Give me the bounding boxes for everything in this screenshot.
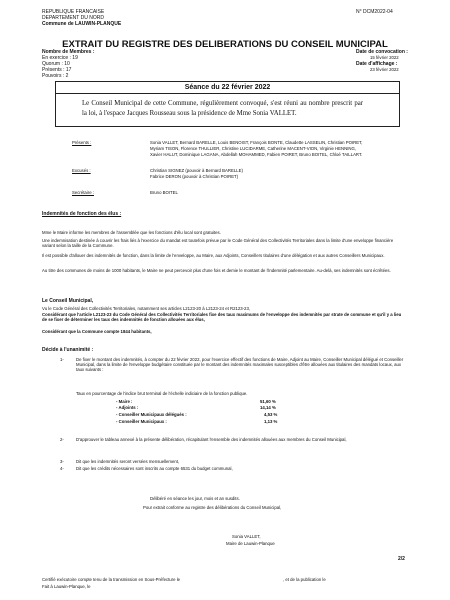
decision-3-number: 3- <box>60 459 64 464</box>
footer-certification: Certifié exécutoire compte tenu de la transmission en Sous-Préfecture le <box>42 577 181 582</box>
decision-4-text: Dit que les crédits nécessaires sont inscrits au compte 6531 du budget communal, <box>76 466 233 471</box>
decision-1-text: De fixer le montant des indemnités, à compter du 22 février 2022, pour l'exercice effectif des fonctions de Maire, Adjoint au Maire, Conseiller Municipal délégué et Conseiller Municipal, dans la limite de l'enveloppe budgétaire constituée par le montant des indemnités maximales susceptibles d'être allouées aux titulaires des mandats locaux, aux taux suivants : <box>76 357 404 372</box>
footer-place: Fait à Lauwin-Planque, le <box>42 584 91 589</box>
secretaire-name: Bruno BOITEL <box>150 190 178 195</box>
intro-paragraph-3: Il est possible d'allouer des indemnités de fonction, dans la limite de l'enveloppe, au Maire, aux Adjoints, Conseillers titulaires d'une délégation et aux autres Conseillers Municipaux. <box>42 253 385 258</box>
header-commune: Commune de LAUWIN-PLANQUE <box>42 21 122 27</box>
seance-heading: Séance du 22 février 2022 <box>56 82 399 94</box>
rate-maire-label: - Maire : <box>116 399 133 404</box>
rates-intro: Taux en pourcentage de l'indice brut terminal de l'échelle indiciaire de la fonction publique. <box>76 391 248 396</box>
members-exercice: En exercice : 19 <box>42 55 78 61</box>
considerant-1: Vu le Code Général des Collectivités Territoriales, notamment ses articles L2123-20 à L2123-24 et R2123-23, <box>42 306 251 311</box>
header-department: DEPARTEMENT DU NORD <box>42 15 104 21</box>
seance-text: Le Conseil Municipal de cette Commune, régulièrement convoqué, s'est réuni au nombre prescrit par la loi, à l'espace Jacques Rousseau sous la présidence de Mme Sonia VALLET. <box>82 100 363 117</box>
presents-label: Présents : <box>72 140 92 145</box>
signature-name: Sonia VALLET, <box>232 534 261 539</box>
rate-conseillers-label: - Conseiller Municipaux : <box>116 419 167 424</box>
excuses-line-2: Fabrice DERON (pouvoir à Christian POIRET) <box>150 174 239 179</box>
intro-paragraph-4: Au titre des communes de moins de 1000 habitants, le Maire ne peut percevoir plus d'une fois et demie le montant de l'indemnité parlementaire. Au-delà, ses indemnités sont écrêtées. <box>42 268 391 273</box>
council-label: Le Conseil Municipal, <box>42 298 94 304</box>
members-quorum: Quorum : 10 <box>42 61 70 67</box>
rate-conseillers-value: 1,13 % <box>264 419 278 424</box>
considerant-2: Considérant que l'article L2123-23 du Code Général des Collectivités Territoriales fixe des taux maximums de l'enveloppe des indemnités par strate de commune et qu'il y a lieu de se fixer de déterminer les taux des indemnités de fonction allouées aux élus, <box>42 312 402 322</box>
seance-box <box>55 81 400 127</box>
members-pouvoirs: Pouvoirs : 2 <box>42 73 69 79</box>
decision-3-text: Dit que les indemnités seront versées mensuellement, <box>76 459 180 464</box>
affichage-date: 23 février 2022 <box>370 67 399 72</box>
secretaire-label: Secrétaire : <box>72 190 94 195</box>
decision-2-number: 2- <box>60 437 64 442</box>
page-number: 2/2 <box>398 556 405 562</box>
section-title: Indemnités de fonction des élus : <box>42 211 122 217</box>
excuses-label: Excusés : <box>72 168 91 173</box>
considerant-3: Considérant que la Commune compte 1844 habitants, <box>42 329 152 334</box>
decision-2-text: D'approuver le tableau annexé à la présente délibération, récapitulant l'ensemble des indemnités allouées aux membres du Conseil Municipal, <box>76 437 347 442</box>
decision-1-number: 1- <box>60 357 64 362</box>
header-country: REPUBLIQUE FRANCAISE <box>42 9 105 15</box>
document-number: N° DCM2022-04 <box>356 9 393 15</box>
closing-line-1: Délibéré en séance les jour, mois et an susdits. <box>150 496 240 501</box>
document-title: EXTRAIT DU REGISTRE DES DELIBERATIONS DU CONSEIL MUNICIPAL <box>62 39 388 50</box>
intro-paragraph-1: Mme le Maire informe les membres de l'assemblée que les fonctions d'élu local sont gratuites. <box>42 230 221 235</box>
rate-delegues-value: 4,53 % <box>264 412 278 417</box>
presents-line-2: Myriam TISON, Florence THULLIER, Christine LUCIDARME, Catherine MACENT-VION, Virginie HENNING, <box>150 146 357 151</box>
decision-4-number: 4- <box>60 466 64 471</box>
intro-paragraph-2: Une indemnisation destinée à couvrir les frais liés à l'exercice du mandat est toutefois prévue par le Code Général des Collectivités Territoriales dans la limite d'une enveloppe financière variant selon la taille de la Commune. <box>42 238 394 248</box>
footer-publication: , et de la publication le <box>283 577 326 582</box>
rate-adjoints-label: - Adjoints : <box>116 405 139 410</box>
rate-maire-value: 51,60 % <box>260 399 276 404</box>
presents-line-3: Xavier HALUT, Dominique LAGANA, Abdellah MOHAMMED, Fabien POIRET, Bruno BOITEL, Chloé TAILLART. <box>150 152 363 157</box>
rate-adjoints-value: 14,14 % <box>260 405 276 410</box>
excuses-line-1: Christian SIGNEZ (pouvoir à Bernard BARELLE) <box>150 168 243 173</box>
rate-delegues-label: - Conseiller Municipaux délégués : <box>116 412 187 417</box>
presents-line-1: Sonia VALLET, Bernard BARELLE, Louis BENOIST, François BONTE, Claudette LASSELIN, Christian POIRET, <box>150 140 363 145</box>
members-label: Nombre de Membres : <box>42 49 95 55</box>
convocation-label: Date de convocation : <box>356 49 408 55</box>
members-presents: Présents : 17 <box>42 67 72 73</box>
closing-line-2: Pour extrait conforme au registre des délibérations du Conseil Municipal, <box>143 505 282 510</box>
affichage-label: Date d'affichage : <box>356 61 398 67</box>
signature-role: Maire de Lauwin-Planque <box>226 541 275 546</box>
convocation-date: 15 février 2022 <box>370 55 399 60</box>
decide-label: Décide à l'unanimité : <box>42 347 94 353</box>
